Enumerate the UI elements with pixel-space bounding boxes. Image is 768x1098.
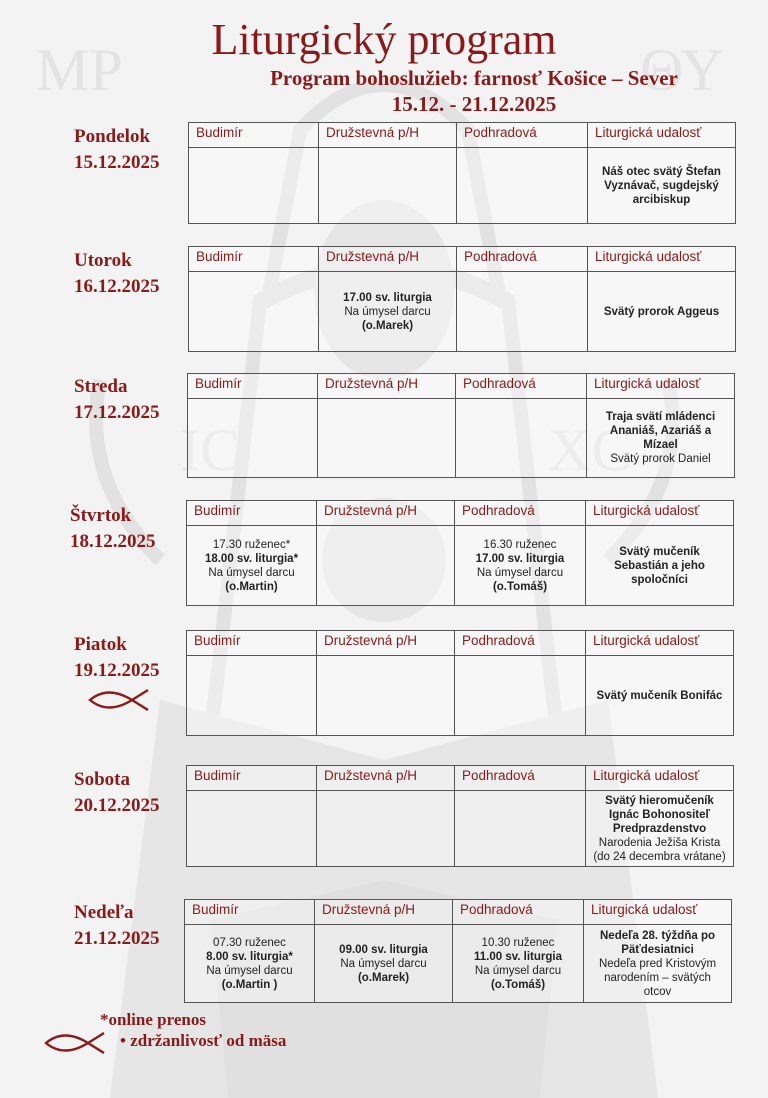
table-cell (585, 526, 733, 605)
day-label (74, 124, 160, 176)
table-cell (454, 656, 585, 735)
cell-line: Predprazdenstvo (612, 822, 707, 835)
day-date: 19.12.2025 (74, 660, 160, 681)
day-date: 21.12.2025 (74, 928, 160, 949)
day-name: Streda (74, 376, 128, 397)
cell-line: Narodenia Ježiša Krista (598, 836, 721, 849)
column-header: Budimír (192, 902, 239, 917)
column-header: Podhradová (456, 123, 587, 147)
cell-line: Svätý prorok Aggeus (603, 305, 720, 318)
column-header: Liturgická udalosť (587, 247, 735, 271)
cell-line: (o.Tomáš) (492, 580, 548, 593)
table-cell (586, 399, 734, 477)
table-cell (587, 272, 735, 351)
table-header-row (188, 374, 734, 399)
svg-text:IC: IC (180, 417, 240, 483)
cell-line: Svätý prorok Daniel (610, 453, 711, 465)
table-cell (314, 925, 452, 1002)
table-header-row (187, 766, 733, 791)
page-subtitle: Program bohoslužieb: farnosť Košice – Sever (270, 66, 678, 90)
day-label (74, 374, 160, 426)
cell-line: Svätý mučeník (619, 545, 700, 558)
cell-line: otcov (643, 985, 672, 998)
column-header: Družstevná p/H (318, 247, 456, 271)
footer-fasting-note: • zdržanlivosť od mäsa (120, 1031, 287, 1050)
cell-line: 8.00 sv. liturgia* (206, 950, 293, 963)
cell-line: Mízael (643, 439, 678, 451)
table-cell (316, 656, 454, 735)
column-header: Družstevná p/H (316, 501, 454, 525)
table-header-row (185, 900, 731, 925)
table-cell (317, 399, 455, 477)
table-cell (585, 791, 733, 866)
cell-line: Nedeľa 28. týždňa po (600, 929, 715, 942)
cell-line: Traja svätí mládenci (605, 411, 716, 423)
column-header: Budimír (194, 633, 241, 648)
table-cell (452, 925, 583, 1002)
column-header: Podhradová (454, 501, 585, 525)
table-cell (318, 272, 456, 351)
table-header-row (189, 247, 735, 272)
cell-line: (o.Marek) (357, 971, 410, 984)
cell-line: arcibiskup (632, 193, 691, 206)
day-label (74, 632, 160, 684)
cell-line: 07.30 ruženec (213, 936, 286, 949)
table-header-row (187, 631, 733, 656)
column-header: Družstevná p/H (318, 123, 456, 147)
table-row (187, 526, 733, 605)
table-cell (454, 791, 585, 866)
cell-line: 17.00 sv. liturgia (343, 291, 432, 304)
column-header: Liturgická udalosť (585, 766, 733, 790)
table-header-row (189, 123, 735, 148)
cell-line: Svätý hieromučeník (605, 794, 714, 807)
cell-line: Na úmysel darcu (474, 964, 562, 977)
schedule-table (188, 122, 736, 224)
table-row (187, 656, 733, 735)
footer-online-note: *online prenos (100, 1010, 206, 1029)
fish-icon (44, 1030, 106, 1056)
table-cell (187, 656, 316, 735)
cell-line: Vyznávač, sugdejský (604, 179, 719, 192)
table-cell (455, 399, 586, 477)
day-date: 15.12.2025 (74, 152, 160, 173)
table-header-row (187, 501, 733, 526)
cell-line: narodením – svätých (604, 971, 711, 984)
fish-icon (88, 687, 150, 713)
column-header: Podhradová (456, 247, 587, 271)
cell-line: Svätý mučeník Bonifác (596, 689, 723, 702)
cell-line: Sebastián a jeho (614, 559, 705, 572)
svg-text:ΘΥ: ΘΥ (640, 37, 724, 103)
cell-line: Na úmysel darcu (206, 964, 293, 977)
cell-line: Ananiáš, Azariáš a (609, 425, 712, 437)
column-header: Liturgická udalosť (583, 900, 731, 924)
table-row (188, 399, 734, 477)
svg-text:МР: МР (36, 37, 123, 103)
column-header: Družstevná p/H (314, 900, 452, 924)
column-header: Liturgická udalosť (585, 501, 733, 525)
cell-line: (o.Martin ) (221, 978, 278, 991)
cell-line: (o.Tomáš) (490, 978, 546, 991)
column-header: Budimír (195, 376, 242, 391)
cell-line: Náš otec svätý Štefan (602, 165, 721, 178)
day-name: Piatok (74, 634, 127, 655)
column-header: Budimír (196, 125, 243, 140)
page-title: Liturgický program (211, 15, 557, 64)
table-cell (587, 148, 735, 223)
table-cell (185, 925, 314, 1002)
cell-line: 11.00 sv. liturgia (473, 950, 562, 963)
day-label (74, 767, 160, 819)
table-cell (189, 148, 318, 223)
cell-line: 18.00 sv. liturgia* (204, 552, 299, 565)
column-header: Budimír (194, 503, 241, 518)
day-label (70, 503, 156, 555)
column-header: Podhradová (455, 374, 586, 398)
day-date: 20.12.2025 (74, 795, 160, 816)
column-header: Družstevná p/H (317, 374, 455, 398)
cell-line: (do 24 decembra vrátane) (593, 850, 726, 863)
schedule-table (188, 246, 736, 352)
schedule-table (186, 500, 734, 606)
schedule-table (186, 765, 734, 867)
day-date: 17.12.2025 (74, 402, 160, 423)
day-name: Štvrtok (70, 505, 132, 526)
day-name: Nedeľa (74, 902, 134, 923)
table-cell (316, 791, 454, 866)
column-header: Družstevná p/H (316, 766, 454, 790)
table-row (185, 925, 731, 1002)
table-cell (456, 272, 587, 351)
cell-line: (o.Martin) (225, 580, 278, 593)
cell-line: Ignác Bohonositeľ (609, 808, 710, 821)
table-cell (454, 526, 585, 605)
table-cell (189, 272, 318, 351)
column-header: Budimír (194, 768, 241, 783)
cell-line: 17.30 ruženec* (212, 538, 291, 551)
schedule-table (186, 630, 734, 736)
day-label (74, 900, 160, 952)
cell-line: Päťdesiatnici (621, 943, 694, 956)
table-row (189, 148, 735, 223)
table-cell (585, 656, 733, 735)
day-name: Pondelok (74, 126, 151, 147)
table-cell (583, 925, 731, 1002)
cell-line: Na úmysel darcu (344, 305, 431, 318)
table-cell (316, 526, 454, 605)
table-row (189, 272, 735, 351)
schedule-table (187, 373, 735, 478)
day-date: 18.12.2025 (70, 531, 156, 552)
column-header: Podhradová (452, 900, 583, 924)
cell-line: 17.00 sv. liturgia (475, 552, 565, 565)
cell-line: Na úmysel darcu (208, 566, 295, 579)
day-date: 16.12.2025 (74, 276, 160, 297)
table-cell (187, 791, 316, 866)
column-header: Liturgická udalosť (585, 631, 733, 655)
cell-line: spoločníci (631, 573, 688, 586)
table-cell (456, 148, 587, 223)
date-range: 15.12. - 21.12.2025 (391, 92, 557, 116)
day-label (74, 248, 160, 300)
cell-line: (o.Marek) (361, 319, 414, 332)
column-header: Podhradová (454, 631, 585, 655)
column-header: Liturgická udalosť (587, 123, 735, 147)
cell-line: Nedeľa pred Kristovým (598, 957, 717, 970)
cell-line: 09.00 sv. liturgia (339, 943, 428, 956)
column-header: Liturgická udalosť (586, 374, 734, 398)
column-header: Podhradová (454, 766, 585, 790)
table-cell (318, 148, 456, 223)
column-header: Budimír (196, 249, 243, 264)
day-name: Utorok (74, 250, 132, 271)
svg-text:XC: XC (548, 417, 632, 483)
cell-line: 10.30 ruženec (481, 936, 555, 949)
cell-line: Na úmysel darcu (340, 957, 427, 970)
table-cell (187, 526, 316, 605)
schedule-table (184, 899, 732, 1003)
cell-line: Na úmysel darcu (476, 566, 564, 579)
table-row (187, 791, 733, 866)
day-name: Sobota (74, 769, 130, 790)
table-cell (188, 399, 317, 477)
cell-line: 16.30 ruženec (483, 538, 557, 551)
column-header: Družstevná p/H (316, 631, 454, 655)
